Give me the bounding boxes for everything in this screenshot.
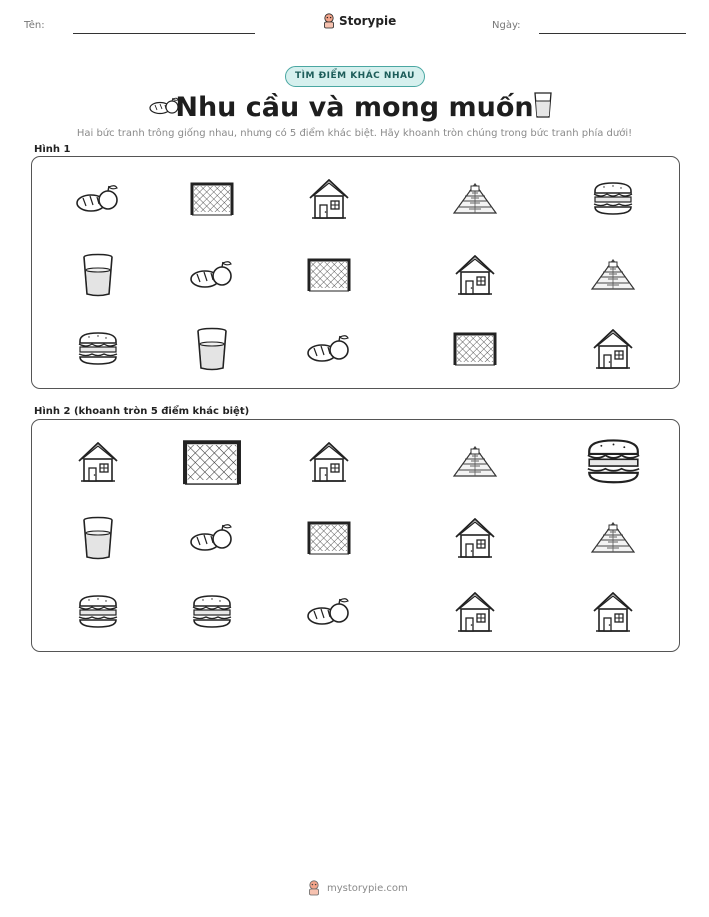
pyramid-icon[interactable] [440,432,510,492]
storypie-mascot-icon [307,880,321,896]
sandwich-icon[interactable] [63,582,133,642]
name-label: Tên: [24,20,45,31]
water-glass-icon [532,90,554,120]
pyramid-icon[interactable] [578,508,648,568]
picture-2-label: Hình 2 (khoanh tròn 5 điểm khác biệt) [34,406,250,417]
house-icon [578,319,648,379]
house-icon[interactable] [440,582,510,642]
soccer-goal-icon[interactable] [177,432,247,492]
activity-badge: TÌM ĐIỂM KHÁC NHAU [285,66,425,87]
date-field[interactable] [539,33,686,34]
bread-apple-icon [177,245,247,305]
brand-logo [322,13,396,29]
house-icon[interactable] [294,432,364,492]
picture-1-label: Hình 1 [34,144,71,155]
page-title: Nhu cầu và mong muốn [175,92,534,123]
footer-website: mystorypie.com [327,882,408,894]
house-icon[interactable] [578,582,648,642]
picture-1-panel [31,156,680,389]
bread-apple-icon[interactable] [294,582,364,642]
date-label: Ngày: [492,20,521,31]
sandwich-icon[interactable] [578,432,648,492]
instructions: Hai bức tranh trông giống nhau, nhưng có 5 điểm khác biệt. Hãy khoanh tròn chúng trong bức tranh phía dưới! [76,128,633,139]
house-icon[interactable] [63,432,133,492]
house-icon[interactable] [440,508,510,568]
storypie-mascot-icon [322,13,336,29]
water-glass-icon [63,245,133,305]
soccer-goal-icon[interactable] [294,508,364,568]
sandwich-icon [578,169,648,229]
house-icon [294,169,364,229]
name-field[interactable] [73,33,255,34]
bread-apple-icon [63,169,133,229]
sandwich-icon[interactable] [177,582,247,642]
water-glass-icon[interactable] [63,508,133,568]
soccer-goal-icon [294,245,364,305]
pyramid-icon [578,245,648,305]
picture-2-panel[interactable] [31,419,680,652]
footer [307,880,408,896]
brand-name: Storypie [339,14,397,28]
pyramid-icon [440,169,510,229]
bread-apple-icon[interactable] [177,508,247,568]
soccer-goal-icon [440,319,510,379]
bread-apple-icon [294,319,364,379]
sandwich-icon [63,319,133,379]
house-icon [440,245,510,305]
soccer-goal-icon [177,169,247,229]
water-glass-icon [177,319,247,379]
